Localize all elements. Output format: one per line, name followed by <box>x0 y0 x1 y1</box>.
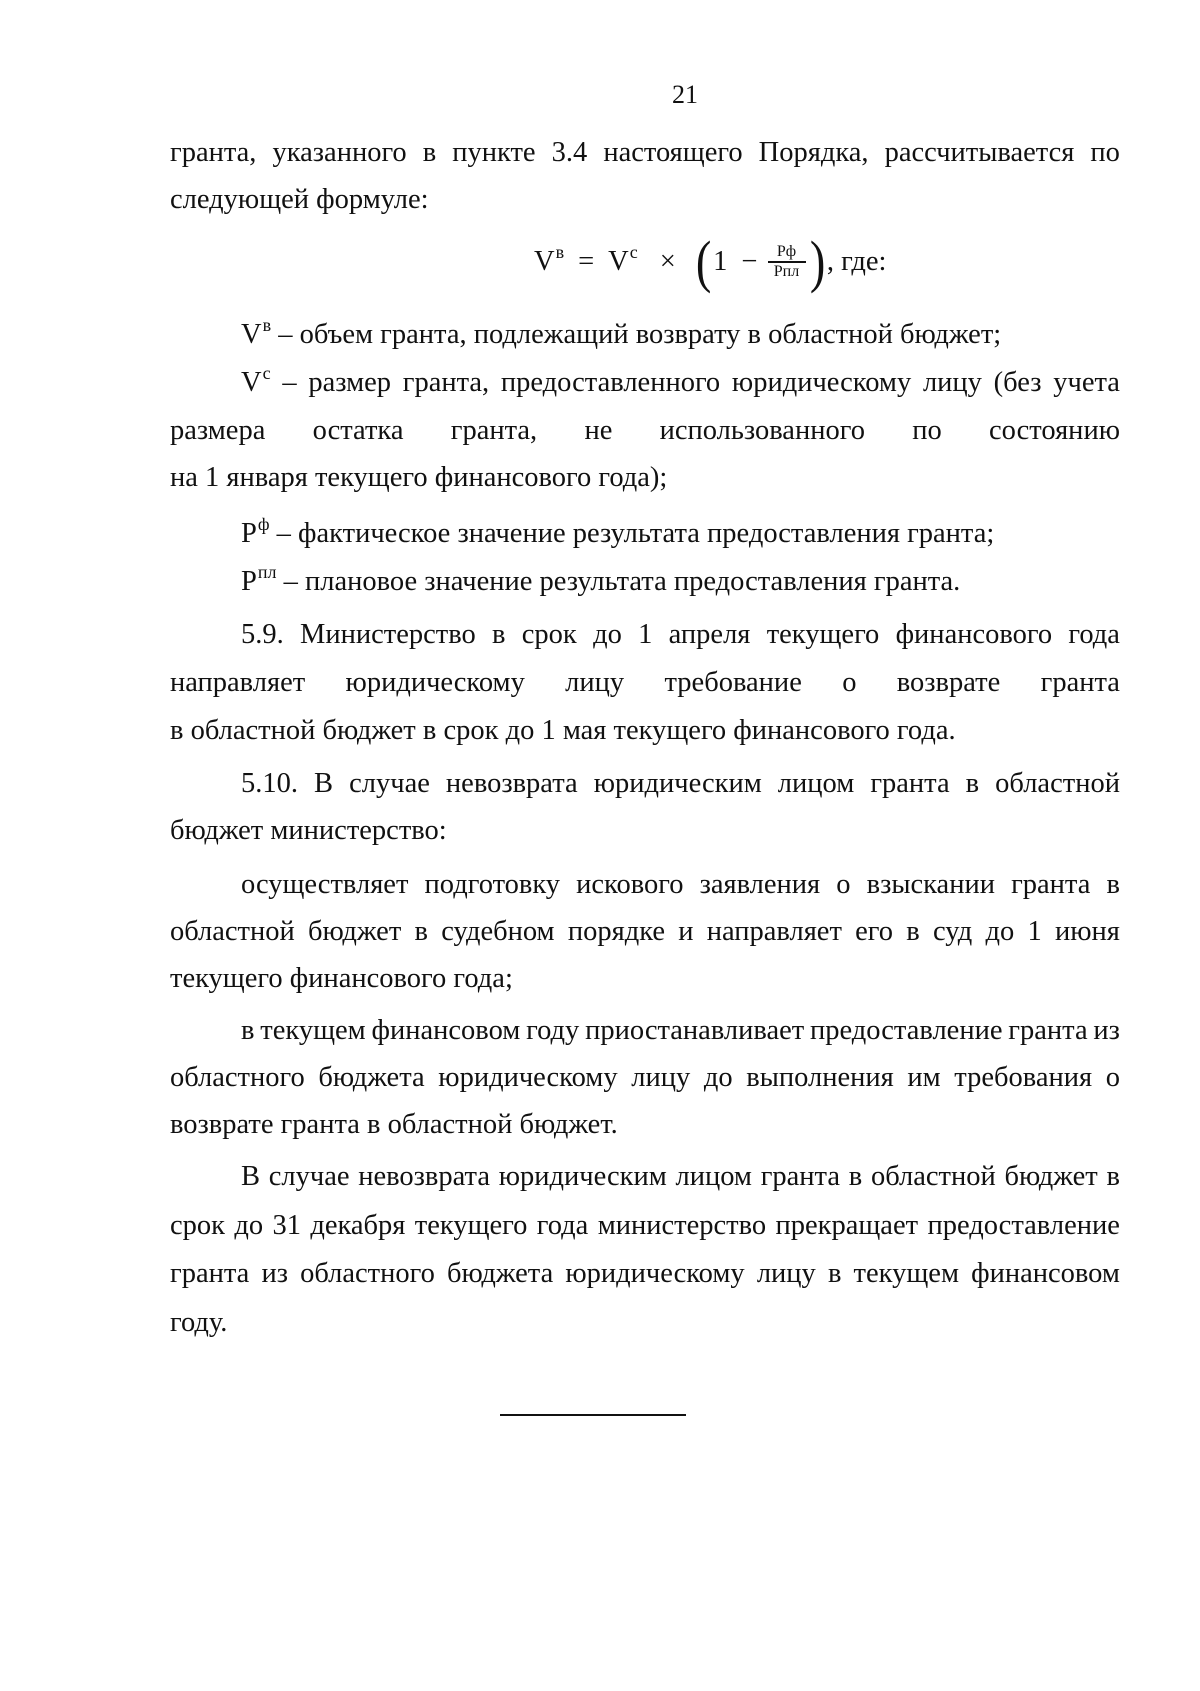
suspend-paragraph-line-1 <box>241 1014 1120 1048</box>
final-paragraph-line-3 <box>170 1257 1120 1291</box>
claim-paragraph-line-2 <box>170 915 1120 949</box>
word: и <box>678 916 694 947</box>
word: судебном <box>441 916 555 947</box>
paragraph-intro-line-1 <box>170 136 1120 170</box>
word: о <box>842 667 857 698</box>
definition-vc-symbol: $V^с$ <box>241 363 271 398</box>
definition-vc-line-1 <box>241 363 1120 402</box>
clause-5-9-line-2 <box>170 666 1120 700</box>
word: невозврата <box>445 768 578 799</box>
word: лицу <box>631 1062 691 1093</box>
word: предоставление <box>810 1015 1003 1046</box>
clause-5-9-line-1 <box>241 618 1120 652</box>
word: в <box>492 619 506 650</box>
word: предоставление <box>927 1210 1120 1241</box>
word: областной <box>170 916 295 947</box>
word: лицом <box>675 1161 752 1192</box>
word: бюджет <box>1004 1161 1098 1192</box>
word: до <box>593 619 622 650</box>
word: направляет <box>706 916 842 947</box>
word: текущем <box>853 1258 959 1289</box>
page-number: 21 <box>672 80 698 109</box>
formula-grant-size: $V^с$ <box>608 242 638 277</box>
word: гранта <box>870 768 950 799</box>
formula-fraction <box>768 243 806 281</box>
word: бюджет <box>308 916 402 947</box>
formula-times: × <box>659 246 676 277</box>
word: лицу <box>922 367 982 398</box>
word: по <box>1090 137 1120 168</box>
word: рассчитывается <box>884 137 1075 168</box>
formula-open-paren: ( <box>695 229 712 294</box>
word: использованного <box>659 415 865 446</box>
end-rule <box>500 1414 686 1416</box>
word: пункте <box>452 137 536 168</box>
word: в <box>965 768 980 799</box>
definition-ppl: $Р^{пл}$ – плановое значение результата предоставления гранта. <box>241 562 961 597</box>
word: искового <box>576 869 684 900</box>
claim-paragraph-line-1 <box>241 868 1120 902</box>
fraction-numerator: Рф <box>776 243 797 261</box>
word: в <box>1106 869 1120 900</box>
final-paragraph-line-2 <box>170 1209 1120 1243</box>
word: им <box>907 1062 941 1093</box>
word: случае <box>349 768 430 799</box>
word: требование <box>664 667 802 698</box>
word: текущего <box>766 619 880 650</box>
word: министерство <box>597 1210 767 1241</box>
word: до <box>703 1062 733 1093</box>
word: приостанавливает <box>585 1015 805 1046</box>
word: гранта <box>1040 667 1120 698</box>
word: размера <box>170 415 266 446</box>
word: из <box>1093 1015 1120 1046</box>
word: о <box>1105 1062 1120 1093</box>
word: юридическому <box>345 667 525 698</box>
word: июня <box>1054 916 1120 947</box>
word: указанного <box>272 137 407 168</box>
formula-tail: , где: <box>826 246 887 277</box>
word: юридическому <box>565 1258 745 1289</box>
word: 1 <box>638 619 653 650</box>
word: финансовом <box>371 1015 521 1046</box>
definition-vc-line-3: на 1 января текущего финансового года); <box>170 462 668 493</box>
word: срок <box>521 619 577 650</box>
word: гранта <box>170 1258 250 1289</box>
word: гранта <box>760 1161 840 1192</box>
word: юридическому <box>731 367 912 398</box>
word: размер <box>308 367 392 398</box>
word: текущем <box>260 1015 366 1046</box>
word: Министерство <box>300 619 476 650</box>
claim-paragraph-line-3: текущего финансового года; <box>170 963 513 994</box>
formula-lhs: $V^в$ <box>534 242 565 277</box>
paragraph-intro-line-2: следующей формуле: <box>170 184 429 215</box>
word: году <box>526 1015 580 1046</box>
word: выполнения <box>746 1062 894 1093</box>
word: возврате <box>896 667 1001 698</box>
word: областного <box>300 1258 435 1289</box>
word: прекращает <box>775 1210 919 1241</box>
word: 5.9. <box>241 619 284 650</box>
final-paragraph-line-4: году. <box>170 1307 228 1338</box>
word: года <box>536 1210 589 1241</box>
word: порядке <box>567 916 665 947</box>
word: в <box>241 1015 255 1046</box>
word: в <box>906 916 920 947</box>
word: требования <box>954 1062 1093 1093</box>
word: суд <box>932 916 973 947</box>
formula-minus: − <box>741 246 758 277</box>
word: настоящего <box>603 137 743 168</box>
word: Порядка, <box>758 137 869 168</box>
word: декабря <box>310 1210 406 1241</box>
word: из <box>261 1258 288 1289</box>
word: финансовом <box>971 1258 1120 1289</box>
word: невозврата <box>358 1161 490 1192</box>
word: в <box>848 1161 863 1192</box>
word: В <box>241 1161 261 1192</box>
word: 31 <box>272 1210 301 1241</box>
clause-5-10-line-2: бюджет министерство: <box>170 815 447 846</box>
word: в <box>1106 1161 1120 1192</box>
word: в <box>827 1258 842 1289</box>
word: состоянию <box>989 415 1120 446</box>
word: текущего <box>414 1210 528 1241</box>
word: финансового <box>895 619 1053 650</box>
word: областного <box>170 1062 305 1093</box>
word: остатка <box>312 415 404 446</box>
word: юридическим <box>498 1161 667 1192</box>
formula-one: 1 <box>713 246 728 277</box>
word: взыскании <box>866 869 995 900</box>
definition-vv: $V^в$ – объем гранта, подлежащий возврату в областной бюджет; <box>241 315 1002 350</box>
word: предоставленного <box>500 367 721 398</box>
word: не <box>584 415 613 446</box>
word: юридическим <box>593 768 762 799</box>
word: областной <box>870 1161 996 1192</box>
word: бюджета <box>446 1258 554 1289</box>
definition-pf: $Р^ф$ – фактическое значение результата предоставления гранта; <box>241 514 995 549</box>
clause-5-9-line-3: в областной бюджет в срок до 1 мая текущего финансового года. <box>170 715 956 746</box>
word: юридическому <box>438 1062 618 1093</box>
clause-5-10-line-1 <box>241 767 1120 801</box>
suspend-paragraph-line-3: возврате гранта в областной бюджет. <box>170 1109 618 1140</box>
word: учета <box>1053 367 1120 398</box>
word: года <box>1068 619 1120 650</box>
word: срок <box>170 1210 225 1241</box>
word: лицу <box>565 667 625 698</box>
word: в <box>422 137 437 168</box>
return-volume-formula <box>534 229 887 294</box>
word: случае <box>268 1161 350 1192</box>
word: гранта <box>1011 869 1091 900</box>
word: бюджета <box>318 1062 425 1093</box>
word: до <box>234 1210 264 1241</box>
word: лицом <box>777 768 855 799</box>
fraction-denominator: Рпл <box>773 262 800 280</box>
suspend-paragraph-line-2 <box>170 1061 1120 1095</box>
word: (без <box>993 367 1042 398</box>
word: лицу <box>756 1258 816 1289</box>
word: В <box>314 768 334 799</box>
word: – <box>282 367 297 398</box>
word: апреля <box>668 619 751 650</box>
word: гранта, <box>450 415 538 446</box>
final-paragraph-line-1 <box>241 1160 1120 1194</box>
word: до <box>985 916 1015 947</box>
word: по <box>912 415 942 446</box>
word: о <box>836 869 851 900</box>
word: областной <box>995 768 1120 799</box>
word: заявления <box>699 869 821 900</box>
word: гранта <box>1008 1015 1088 1046</box>
formula-equals: = <box>578 246 595 277</box>
word: 3.4 <box>551 137 588 168</box>
word: его <box>855 916 894 947</box>
word: 5.10. <box>241 768 298 799</box>
word: направляет <box>170 667 306 698</box>
word: осуществляет <box>241 869 409 900</box>
word: гранта, <box>170 137 257 168</box>
formula-close-paren: ) <box>809 229 825 294</box>
word: в <box>414 916 428 947</box>
definition-vc-line-2 <box>170 414 1120 448</box>
word: 1 <box>1027 916 1042 947</box>
word: гранта, <box>402 367 490 398</box>
word: подготовку <box>424 869 561 900</box>
